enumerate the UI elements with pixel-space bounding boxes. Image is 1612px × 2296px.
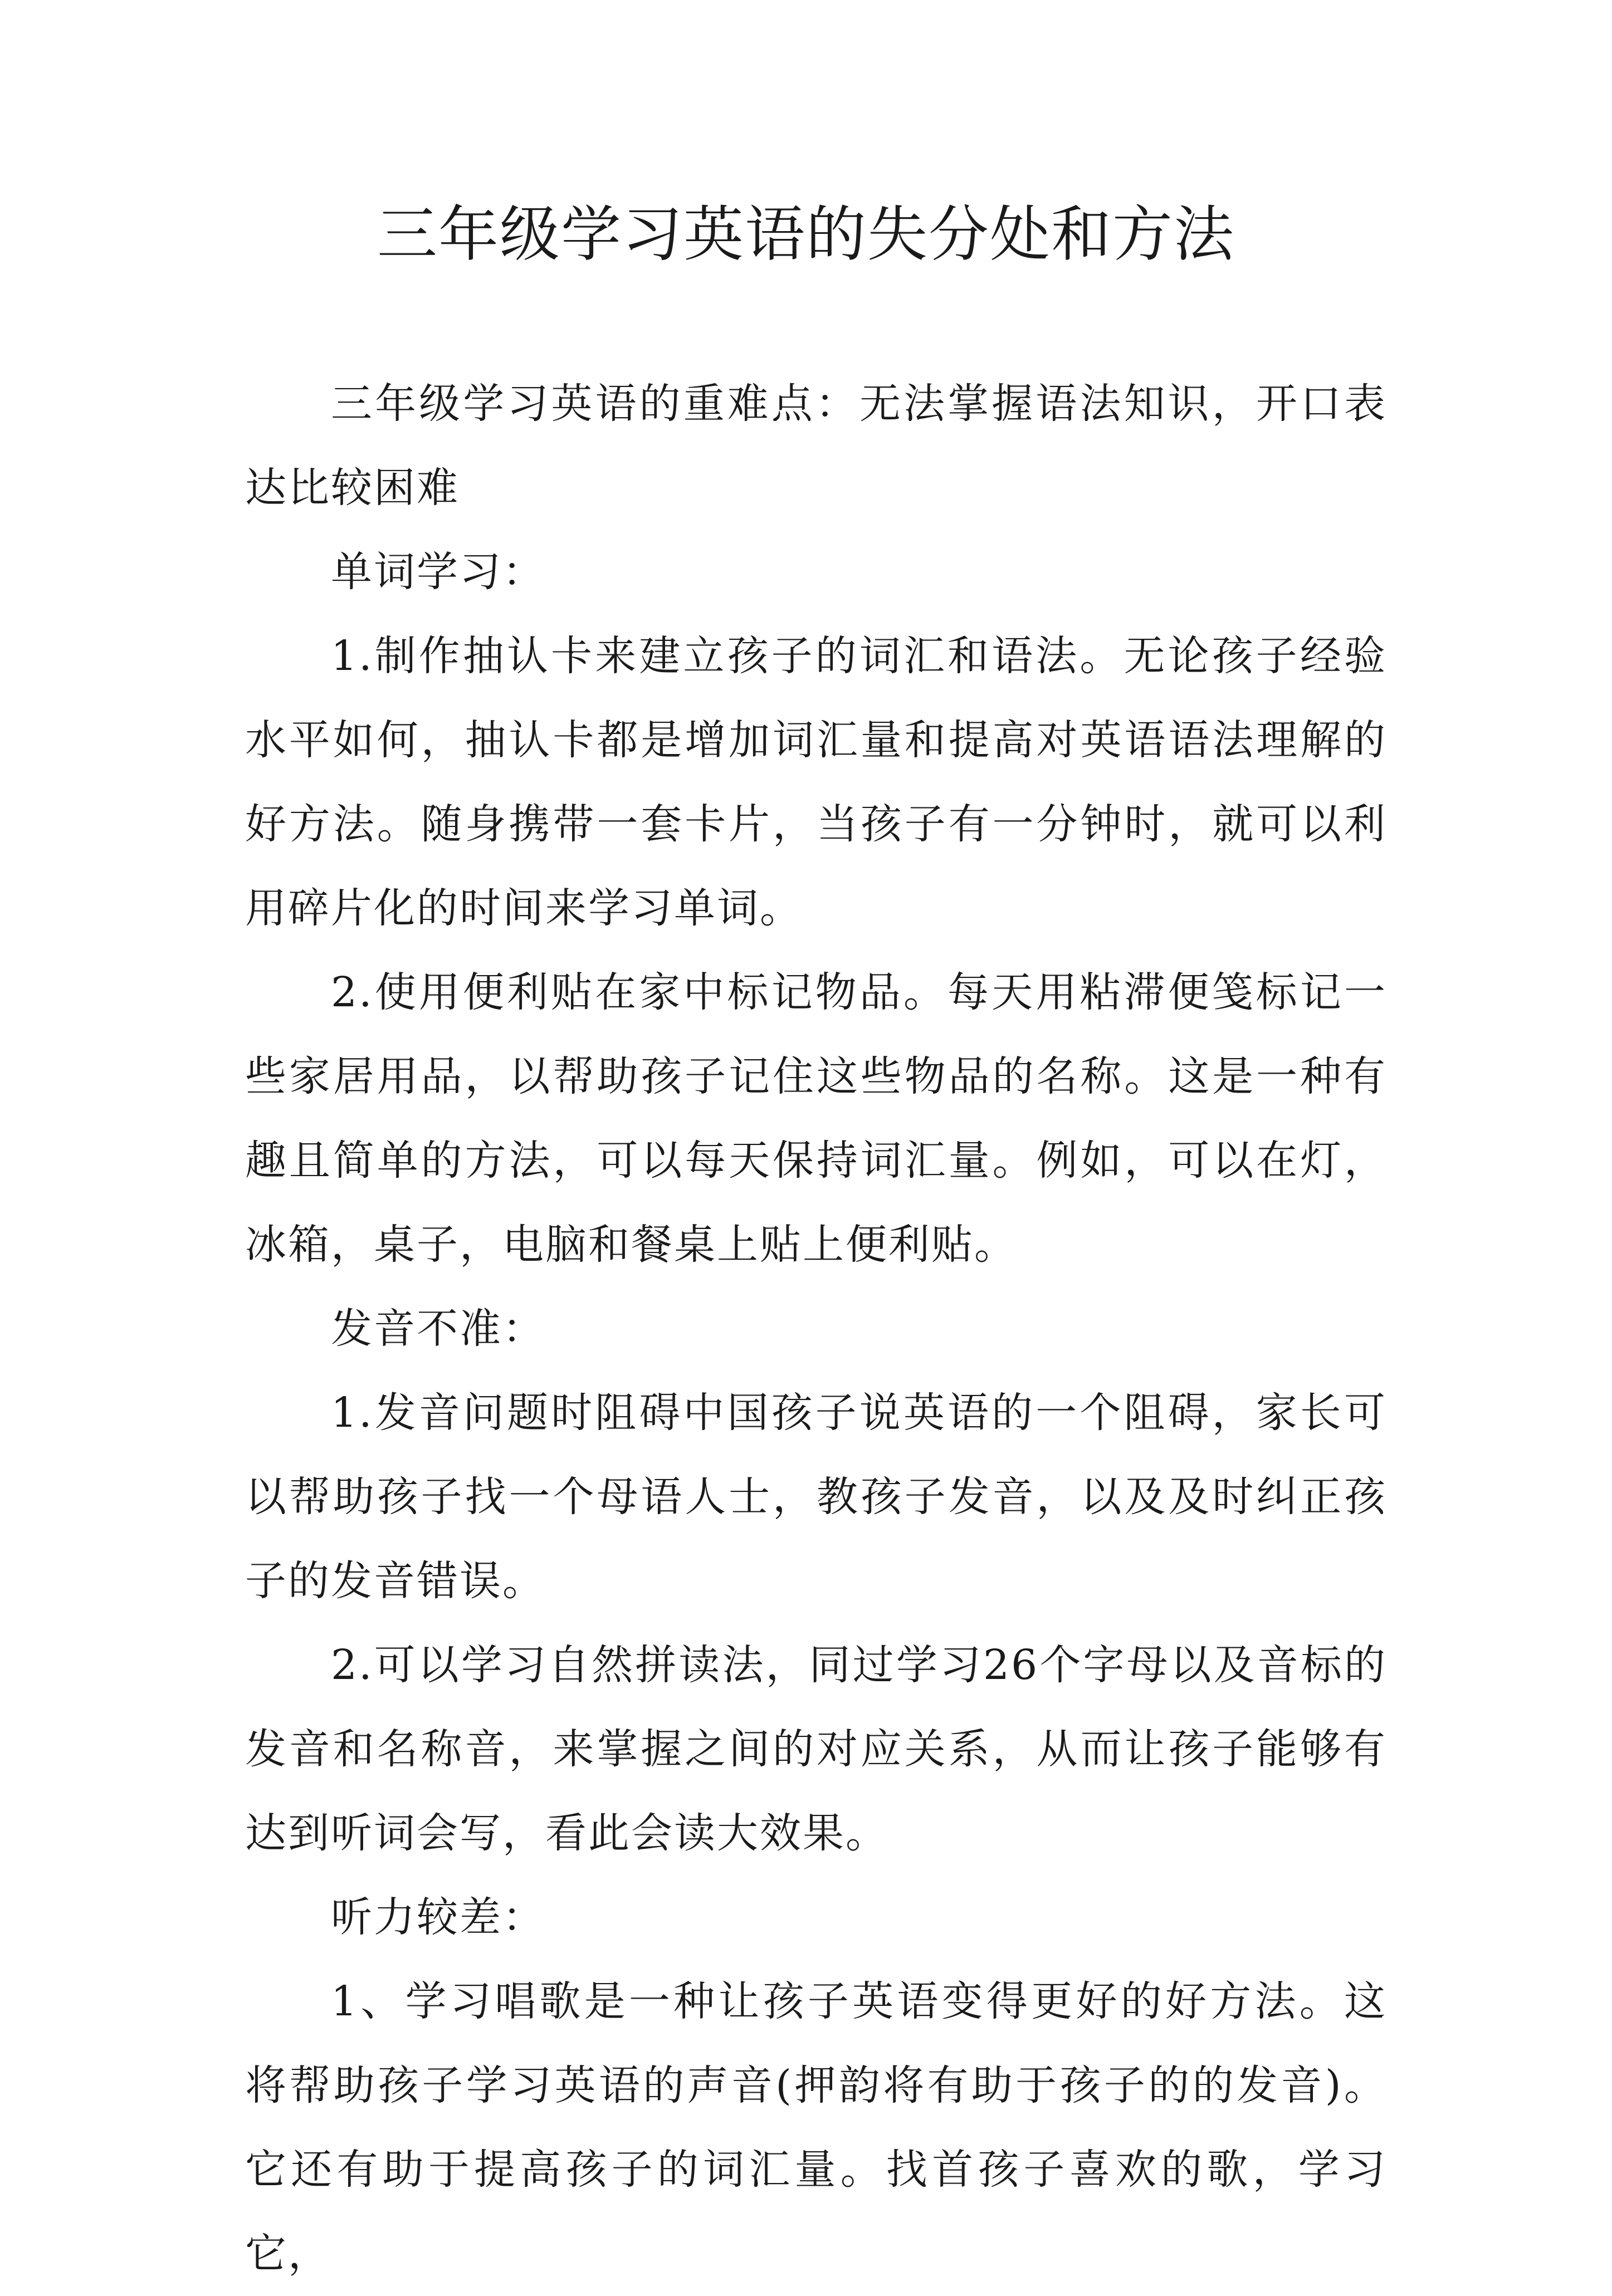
paragraph-native-speaker: 1.发音问题时阻碍中国孩子说英语的一个阻碍，家长可以帮助孩子找一个母语人士，教孩子发音，以及及时纠正孩子的发音错误。 <box>245 1389 1387 1605</box>
heading-pronunciation: 发音不准： <box>331 1305 545 1353</box>
paragraph-flashcards: 1.制作抽认卡来建立孩子的词汇和语法。无论孩子经验水平如何，抽认卡都是增加词汇量和提高对英语语法理解的好方法。随身携带一套卡片，当孩子有一分钟时，就可以利用碎片化的时间来学习单词。 <box>245 632 1387 932</box>
heading-listening: 听力较差： <box>331 1893 545 1941</box>
document-body <box>245 362 1387 2296</box>
paragraph-singing: 1、学习唱歌是一种让孩子英语变得更好的好方法。这将帮助孩子学习英语的声音(押韵将有助于孩子的的发音)。它还有助于提高孩子的词汇量。找首孩子喜欢的歌，学习它， <box>245 1977 1387 2278</box>
paragraph-phonics: 2.可以学习自然拼读法，同过学习26个字母以及音标的发音和名称音，来掌握之间的对应关系，从而让孩子能够有达到听词会写，看此会读大效果。 <box>245 1641 1387 1857</box>
heading-vocabulary: 单词学习： <box>331 548 545 596</box>
paragraph-sticky-notes: 2.使用便利贴在家中标记物品。每天用粘滞便笺标记一些家居用品，以帮助孩子记住这些物品的名称。这是一种有趣且简单的方法，可以每天保持词汇量。例如，可以在灯，冰箱，桌子，电脑和餐桌上贴上便利贴。 <box>245 968 1387 1269</box>
paragraph-key-difficulties: 三年级学习英语的重难点：无法掌握语法知识，开口表达比较困难 <box>245 380 1387 512</box>
page-title: 三年级学习英语的失分处和方法 <box>377 200 1235 270</box>
